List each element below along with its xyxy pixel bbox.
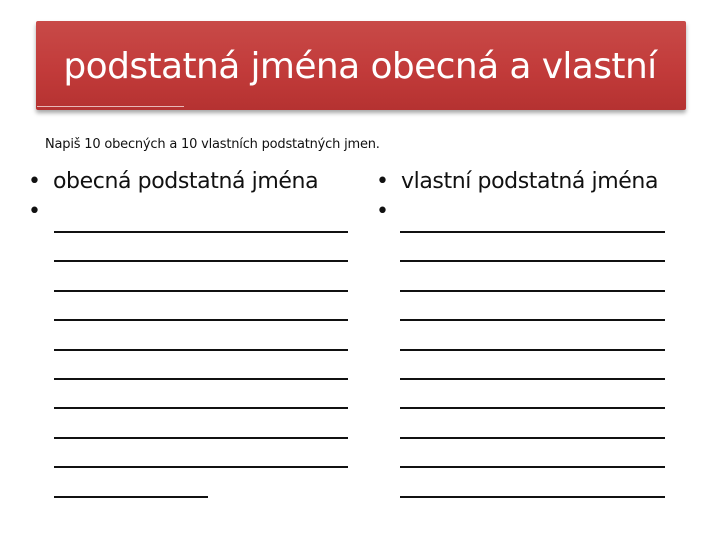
common-nouns-blank-line <box>54 290 348 292</box>
common-nouns-blank-line <box>54 231 348 233</box>
proper-nouns-blank-line <box>400 260 665 262</box>
proper-nouns-blank-line <box>400 349 665 351</box>
proper-nouns-blank-line <box>400 437 665 439</box>
title-divider <box>37 106 184 107</box>
common-nouns-blank-line <box>54 319 348 321</box>
common-nouns-blank-line <box>54 260 348 262</box>
common-nouns-blank-line <box>54 407 348 409</box>
proper-nouns-blank-line <box>400 407 665 409</box>
proper-nouns-blank-line <box>400 378 665 380</box>
proper-nouns-blank-line <box>400 466 665 468</box>
bullet-icon: • <box>28 199 41 224</box>
proper-nouns-heading: vlastní podstatná jména <box>401 169 659 194</box>
instruction-text: Napiš 10 obecných a 10 vlastních podstatných jmen. <box>45 137 380 152</box>
common-nouns-blank-line <box>54 349 348 351</box>
proper-nouns-blank-line <box>400 496 665 498</box>
bullet-icon: • <box>376 169 389 194</box>
common-nouns-heading: obecná podstatná jména <box>53 169 319 194</box>
proper-nouns-blank-line <box>400 231 665 233</box>
bullet-icon: • <box>376 199 389 224</box>
proper-nouns-blank-line <box>400 290 665 292</box>
proper-nouns-blank-line <box>400 319 665 321</box>
common-nouns-blank-line <box>54 378 348 380</box>
bullet-icon: • <box>28 169 41 194</box>
common-nouns-blank-line <box>54 496 208 498</box>
page-title: podstatná jména obecná a vlastní <box>63 46 657 87</box>
common-nouns-blank-line <box>54 466 348 468</box>
common-nouns-blank-line <box>54 437 348 439</box>
